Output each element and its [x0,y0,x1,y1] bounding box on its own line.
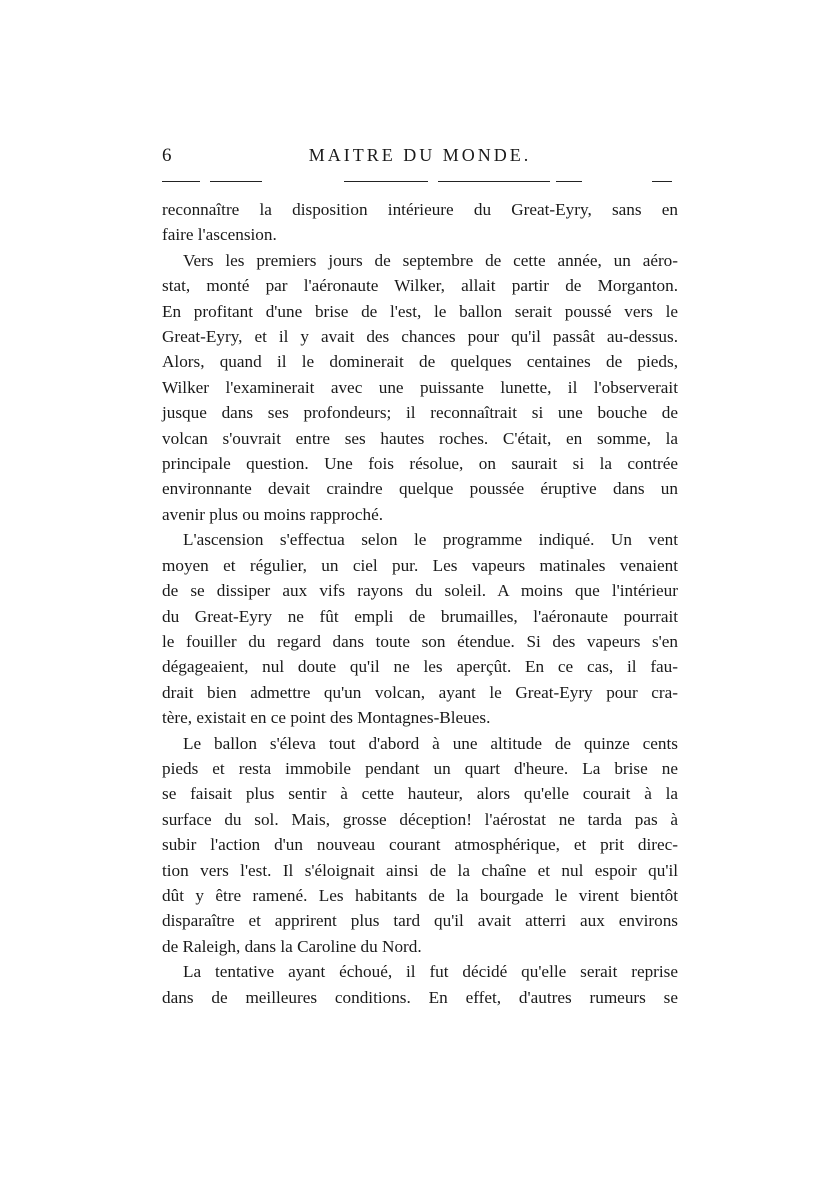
body-text [162,197,678,1010]
text-line: du Great-Eyry ne fût empli de brumailles, l'aéronaute pourrait [162,606,678,626]
text-line: stat, monté par l'aéronaute Wilker, allait partir de Morganton. [162,276,678,296]
text-line: se faisait plus sentir à cette hauteur, alors qu'elle courait à la [162,784,678,804]
text-line: tion vers l'est. Il s'éloignait ainsi de la chaîne et nul espoir qu'il [162,860,678,880]
text-line: Vers les premiers jours de septembre de cette année, un aéro- [183,250,678,270]
page-number: 6 [162,145,173,166]
text-line: L'ascension s'effectua selon le programme indiqué. Un vent [183,530,678,550]
text-line: principale question. Une fois résolue, on saurait si la contrée [162,454,678,474]
text-line: de Raleigh, dans la Caroline du Nord. [162,936,422,956]
text-line: avenir plus ou moins rapproché. [162,504,383,524]
text-line: drait bien admettre qu'un volcan, ayant le Great-Eyry pour cra- [162,682,678,702]
header-rule-segment [556,181,582,182]
text-line: faire l'ascension. [162,225,277,245]
text-line: jusque dans ses profondeurs; il reconnaîtrait si une bouche de [162,403,678,423]
text-line: Alors, quand il le dominerait de quelques centaines de pieds, [162,352,678,372]
header-rule-segment [210,181,262,182]
text-line: de se dissiper aux vifs rayons du soleil. A moins que l'intérieur [162,581,678,601]
text-line: Great-Eyry, et il y avait des chances pour qu'il passât au-dessus. [162,327,678,347]
text-line: surface du sol. Mais, grosse déception! l'aérostat ne tarda pas à [162,809,678,829]
text-line: dégageaient, nul doute qu'il ne les aperçût. En ce cas, il fau- [162,657,678,677]
text-line: Wilker l'examinerait avec une puissante lunette, il l'observerait [162,377,678,397]
text-line: dût y être ramené. Les habitants de la bourgade le virent bientôt [162,885,678,905]
text-line: le fouiller du regard dans toute son étendue. Si des vapeurs s'en [162,631,678,651]
header-rule-segment [652,181,672,182]
text-line: moyen et régulier, un ciel pur. Les vapeurs matinales venaient [162,555,678,575]
text-line: tère, existait en ce point des Montagnes-Bleues. [162,708,491,728]
header-rule-segment [344,181,428,182]
text-line: dans de meilleures conditions. En effet, d'autres rumeurs se [162,987,678,1007]
running-title: MAITRE DU MONDE. [308,145,532,165]
header-rule-segment [438,181,550,182]
text-line: En profitant d'une brise de l'est, le ballon serait poussé vers le [162,301,678,321]
text-line: subir l'action d'un nouveau courant atmosphérique, et prit direc- [162,835,678,855]
text-line: environnante devait craindre quelque poussée éruptive dans un [162,479,678,499]
text-line: pieds et resta immobile pendant un quart d'heure. La brise ne [162,758,678,778]
text-line: reconnaître la disposition intérieure du Great-Eyry, sans en [162,200,678,219]
text-line: La tentative ayant échoué, il fut décidé qu'elle serait reprise [183,962,678,982]
header-rule-segment [162,181,200,182]
text-line: volcan s'ouvrait entre ses hautes roches. C'était, en somme, la [162,428,678,448]
text-line: disparaître et apprirent plus tard qu'il avait atterri aux environs [162,911,678,931]
text-line: Le ballon s'éleva tout d'abord à une altitude de quinze cents [183,733,678,753]
